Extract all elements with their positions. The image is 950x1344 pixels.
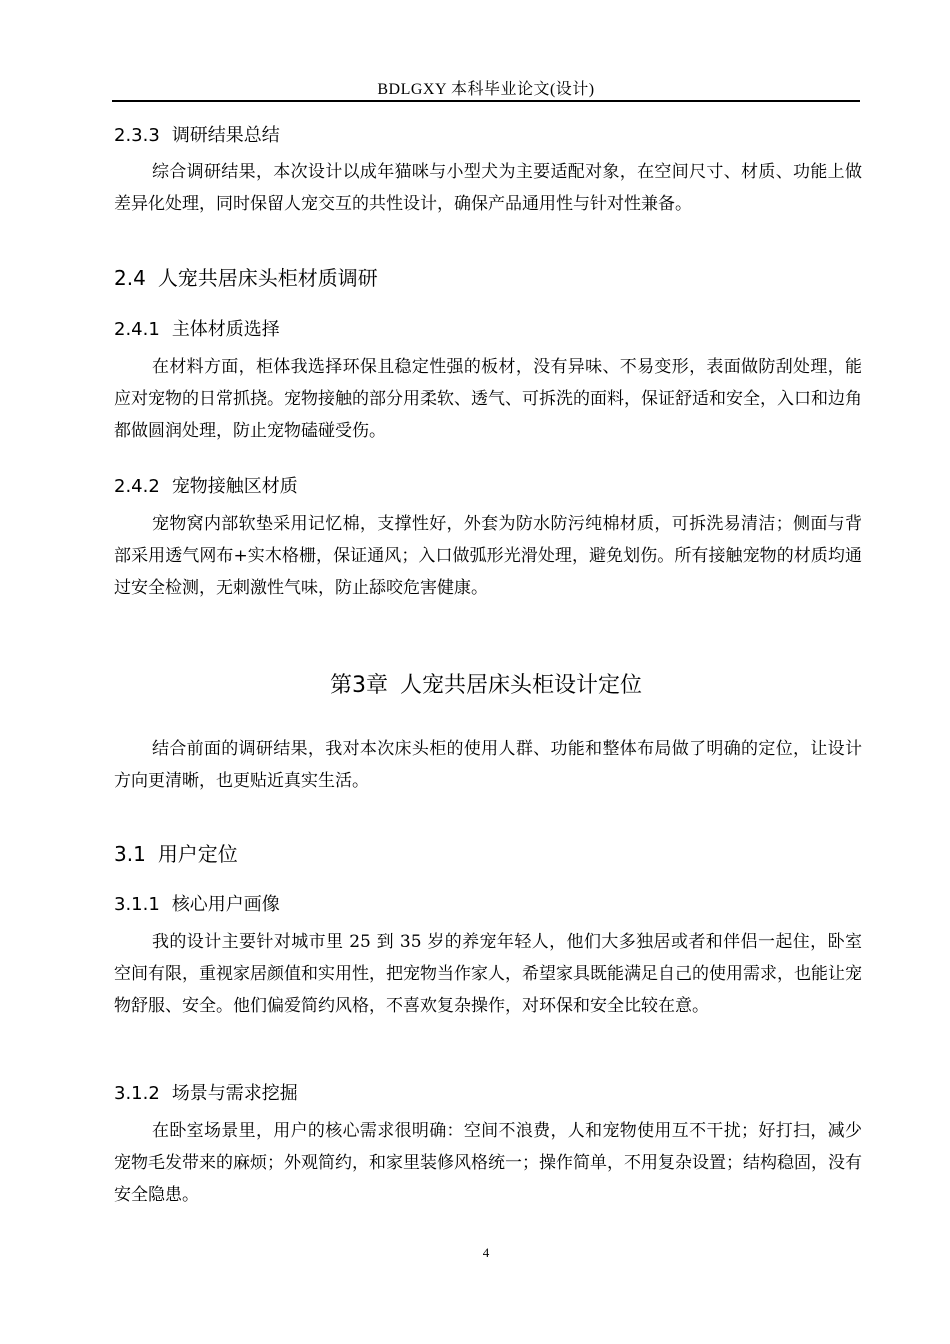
heading-title: 人宠共居床头柜材质调研	[157, 266, 378, 290]
page-number: 4	[482, 1245, 490, 1260]
heading-number: 3.1.1	[114, 894, 160, 915]
chapter-3-heading	[112, 668, 860, 699]
heading-title: 宠物接触区材质	[171, 476, 298, 497]
page-header: BDLGXY 本科毕业论文(设计)	[377, 81, 595, 98]
heading-number: 2.3.3	[114, 125, 160, 146]
heading-title: 核心用户画像	[171, 894, 280, 915]
chapter-title: 人宠共居床头柜设计定位	[399, 673, 642, 698]
heading-3-1	[114, 838, 238, 867]
paragraph-chapter-3: 结合前面的调研结果，我对本次床头柜的使用人群、功能和整体布局做了明确的定位，让设计方向更清晰，也更贴近真实生活。	[114, 739, 862, 791]
heading-number: 2.4.2	[114, 476, 160, 497]
heading-2-3-3	[114, 121, 280, 147]
heading-3-1-2	[114, 1079, 298, 1105]
heading-2-4-1	[114, 315, 280, 341]
header-rule	[112, 100, 860, 102]
paragraph-2-3-3: 综合调研结果，本次设计以成年猫咪与小型犬为主要适配对象，在空间尺寸、材质、功能上做差异化处理，同时保留人宠交互的共性设计，确保产品通用性与针对性兼备。	[114, 162, 862, 214]
chapter-number: 第3章	[329, 673, 388, 698]
heading-title: 主体材质选择	[171, 319, 280, 340]
heading-title: 用户定位	[157, 842, 238, 866]
heading-number: 3.1	[114, 842, 146, 866]
paragraph-2-4-2: 宠物窝内部软垫采用记忆棉，支撑性好，外套为防水防污纯棉材质，可拆洗易清洁；侧面与背部采用透气网布+实木格栅，保证通风；入口做弧形光滑处理，避免划伤。所有接触宠物的材质均通过安全检测，无刺激性气味，防止舔咬危害健康。	[114, 514, 862, 598]
heading-title: 场景与需求挖掘	[171, 1083, 298, 1104]
heading-2-4	[114, 262, 378, 291]
heading-number: 3.1.2	[114, 1083, 160, 1104]
heading-2-4-2	[114, 472, 298, 498]
paragraph-2-4-1: 在材料方面，柜体我选择环保且稳定性强的板材，没有异味、不易变形，表面做防刮处理，能应对宠物的日常抓挠。宠物接触的部分用柔软、透气、可拆洗的面料，保证舒适和安全，入口和边角都做圆润处理，防止宠物磕碰受伤。	[114, 357, 862, 441]
heading-3-1-1	[114, 890, 280, 916]
paragraph-3-1-2: 在卧室场景里，用户的核心需求很明确：空间不浪费，人和宠物使用互不干扰；好打扫，减少宠物毛发带来的麻烦；外观简约，和家里装修风格统一；操作简单，不用复杂设置；结构稳固，没有安全隐患。	[114, 1121, 862, 1205]
heading-number: 2.4	[114, 266, 146, 290]
paragraph-3-1-1: 我的设计主要针对城市里 25 到 35 岁的养宠年轻人，他们大多独居或者和伴侣一起住，卧室空间有限，重视家居颜值和实用性，把宠物当作家人，希望家具既能满足自己的使用需求，也能让宠物舒服、安全。他们偏爱简约风格，不喜欢复杂操作，对环保和安全比较在意。	[114, 932, 862, 1016]
heading-title: 调研结果总结	[171, 125, 280, 146]
heading-number: 2.4.1	[114, 319, 160, 340]
